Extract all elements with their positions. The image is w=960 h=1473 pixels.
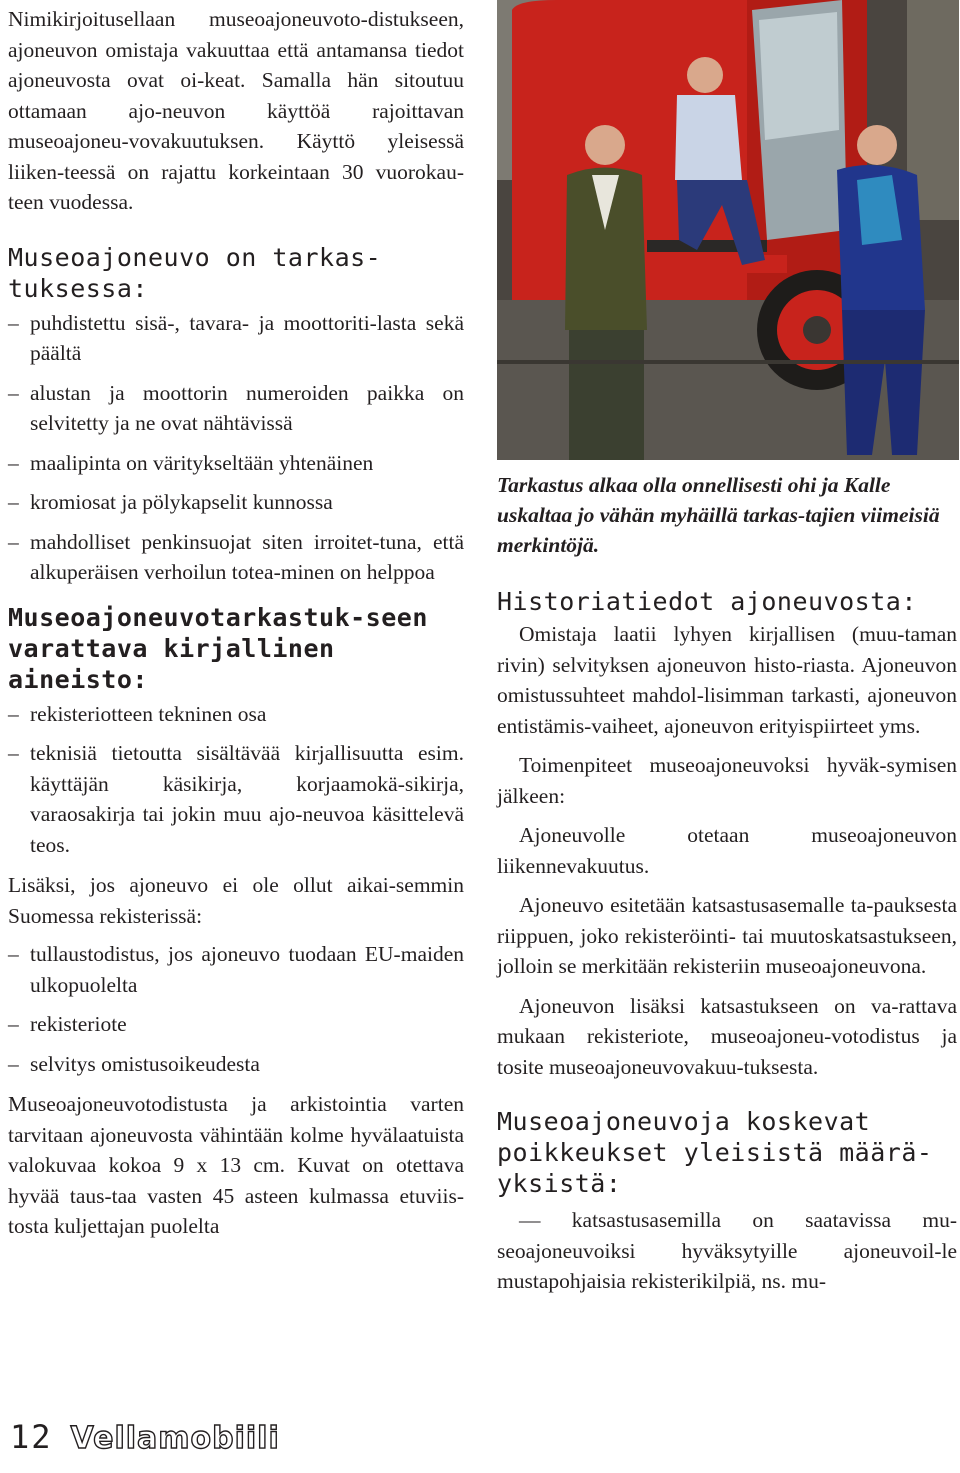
- inspection-photo: [497, 0, 959, 460]
- left-column: [8, 0, 464, 1242]
- required-documents-list: [8, 699, 464, 861]
- list-item: – selvitys omistusoikeudesta: [8, 1049, 464, 1080]
- after-approval-paragraph: Toimenpiteet museoajoneuvoksi hyväk-symisen jälkeen:: [497, 753, 957, 808]
- list-item: – tullaustodistus, jos ajoneuvo tuodaan EU-maiden ulkopuolelta: [8, 939, 464, 1000]
- magazine-logo: Vellamobiili: [70, 1421, 280, 1456]
- intro-paragraph: Nimikirjoitusellaan museoajoneuvoto-distukseen, ajoneuvon omistaja vakuuttaa että antamansa tiedot ajoneuvosta ovat oi-keat. Samalla hän sitoutuu ottamaan ajo-neuvon käyttöä rajoittavan museoajoneu-vovakuutuksen. Käyttö yleisessä liiken-teessä on rajattu korkeintaan 30 vuorokau-teen vuodessa.: [8, 7, 464, 214]
- list-item: – maalipinta on väritykseltään yhtenäinen: [8, 448, 464, 479]
- heading-history: Historiatiedot ajoneuvosta:: [497, 587, 917, 616]
- additional-paragraph: Lisäksi, jos ajoneuvo ei ole ollut aikai-semmin Suomessa rekisterissä:: [8, 873, 464, 928]
- foreign-vehicle-list: [8, 939, 464, 1079]
- page-number: 12: [10, 1418, 53, 1456]
- truck-photo-icon: [497, 0, 959, 460]
- photo-caption: Tarkastus alkaa olla onnellisesti ohi ja Kalle uskaltaa jo vähän myhäillä tarkas-tajien viimeisiä merkintöjä.: [497, 473, 940, 557]
- history-paragraph: Omistaja laatii lyhyen kirjallisen (muu-taman rivin) selvityksen ajoneuvon histo-riasta. Ajoneuvon omistussuhteet mahdol-lisimman tarkasti, ajoneuvon entistämis-vaiheet, ajoneuvon erityispiirteet yms.: [497, 622, 957, 738]
- documents-paragraph: Ajoneuvon lisäksi katsastukseen on va-rattava mukaan rekisteriote, museoajoneu-votodistus ja tosite museoajoneuvovakuu-tuksesta.: [497, 993, 957, 1079]
- exceptions-paragraph: — katsastusasemilla on saatavissa mu-seoajoneuvoiksi hyväksytyille ajoneuvoil-le mustapohjaisia rekisterikilpiä, ns. mu-: [497, 1208, 957, 1293]
- heading-exceptions: Museoajoneuvoja koskevat poikkeukset yleisistä määrä-yksistä:: [497, 1107, 933, 1198]
- list-item: – mahdolliset penkinsuojat siten irroitet-tuna, että alkuperäisen verhoilun totea-minen on helppoa: [8, 527, 464, 588]
- right-column: [497, 586, 957, 1297]
- photo-requirements-paragraph: Museoajoneuvotodistusta ja arkistointia varten tarvitaan ajoneuvosta vähintään kolme hyvälaatuista valokuvaa kokoa 9 x 13 cm. Kuvat on otettava hyvää taus-taa vasten 45 asteen kulmassa etuviis-tosta kuljettajan puolelta: [8, 1092, 464, 1238]
- heading-required-documents: Museoajoneuvotarkastuk-seen varattava kirjallinen aineisto:: [8, 602, 428, 694]
- list-item: – rekisteriote: [8, 1009, 464, 1040]
- list-item: – kromiosat ja pölykapselit kunnossa: [8, 487, 464, 518]
- inspection-state-list: [8, 308, 464, 588]
- heading-inspection-state: Museoajoneuvo on tarkas-tuksessa:: [8, 242, 382, 303]
- list-item: – alustan ja moottorin numeroiden paikka on selvitetty ja ne ovat nähtävissä: [8, 378, 464, 439]
- list-item: – puhdistettu sisä-, tavara- ja moottoriti-lasta sekä päältä: [8, 308, 464, 369]
- insurance-paragraph: Ajoneuvolle otetaan museoajoneuvon liikennevakuutus.: [497, 823, 957, 878]
- list-item: – teknisiä tietoutta sisältävää kirjallisuutta esim. käyttäjän käsikirja, korjaamokä-sikirja, varaosakirja tai jokin muu ajo-neuvoa käsittelevä teos.: [8, 738, 464, 860]
- list-item: – rekisteriotteen tekninen osa: [8, 699, 464, 730]
- inspection-paragraph: Ajoneuvo esitetään katsastusasemalle ta-pauksesta riippuen, joko rekisteröinti- tai muutoskatsastukseen, jolloin se merkitään rekisteriin museoajoneuvona.: [497, 893, 957, 978]
- page-footer: [10, 1418, 280, 1468]
